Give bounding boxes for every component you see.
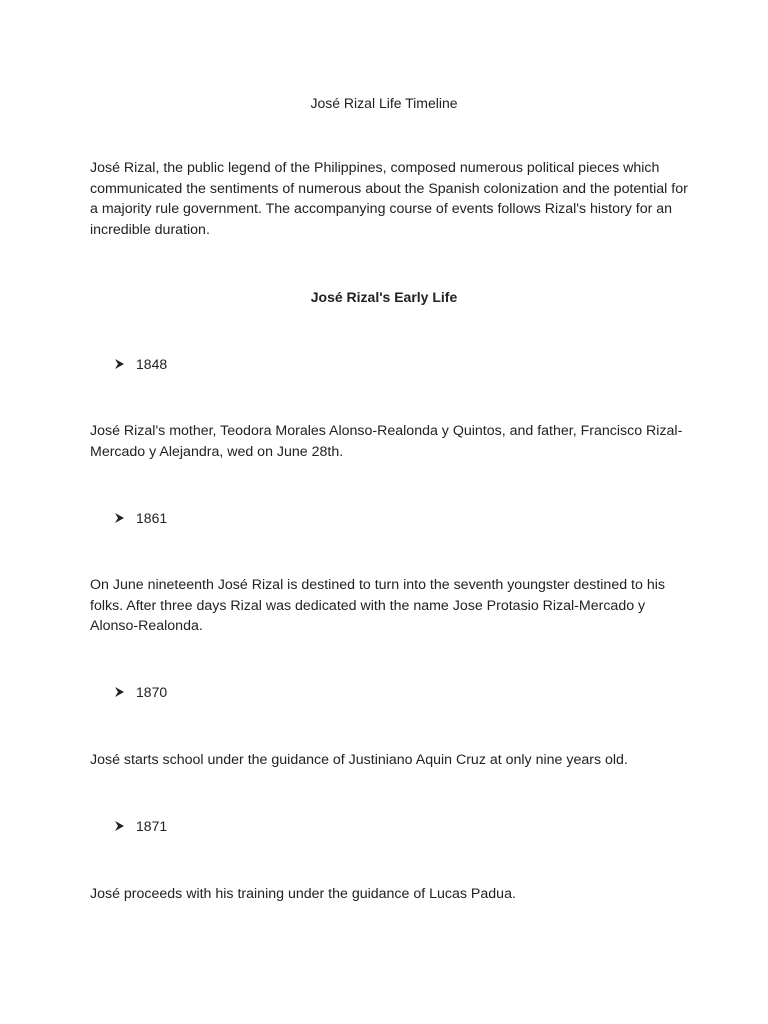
timeline-entry-text: On June nineteenth José Rizal is destined to turn into the seventh youngster destined to his folks. After three days Rizal was dedicated with the name Jose Protasio Rizal-Mercado y Alonso-Realonda. [90, 577, 665, 635]
timeline-year-label: 1871 [136, 818, 168, 834]
arrowhead-bullet-icon [113, 358, 125, 370]
arrowhead-bullet-icon [113, 820, 125, 832]
arrowhead-bullet-icon [113, 512, 125, 524]
timeline-year-label: 1861 [136, 510, 168, 526]
section-heading: José Rizal's Early Life [310, 289, 458, 305]
timeline-entry-text: José Rizal's mother, Teodora Morales Alonso-Realonda y Quintos, and father, Francisco Rizal-Mercado y Alejandra, wed on June 28th. [90, 423, 683, 460]
arrowhead-bullet-icon [113, 686, 125, 698]
timeline-entry-text: José starts school under the guidance of Justiniano Aquin Cruz at only nine years old. [90, 752, 628, 768]
timeline-year-item [113, 354, 167, 374]
timeline-entry-text: José proceeds with his training under the guidance of Lucas Padua. [90, 886, 516, 902]
timeline-year-label: 1870 [136, 684, 168, 700]
timeline-year-item [113, 682, 167, 702]
intro-paragraph: José Rizal, the public legend of the Philippines, composed numerous political pieces which communicated the sentiments of numerous about the Spanish colonization and the potential for a majority rule government. The accompanying course of events follows Rizal's history for an incredible duration. [90, 160, 688, 238]
timeline-year-item [113, 508, 167, 528]
timeline-year-label: 1848 [136, 356, 168, 372]
timeline-year-item [113, 816, 167, 836]
document-title: José Rizal Life Timeline [310, 95, 458, 111]
